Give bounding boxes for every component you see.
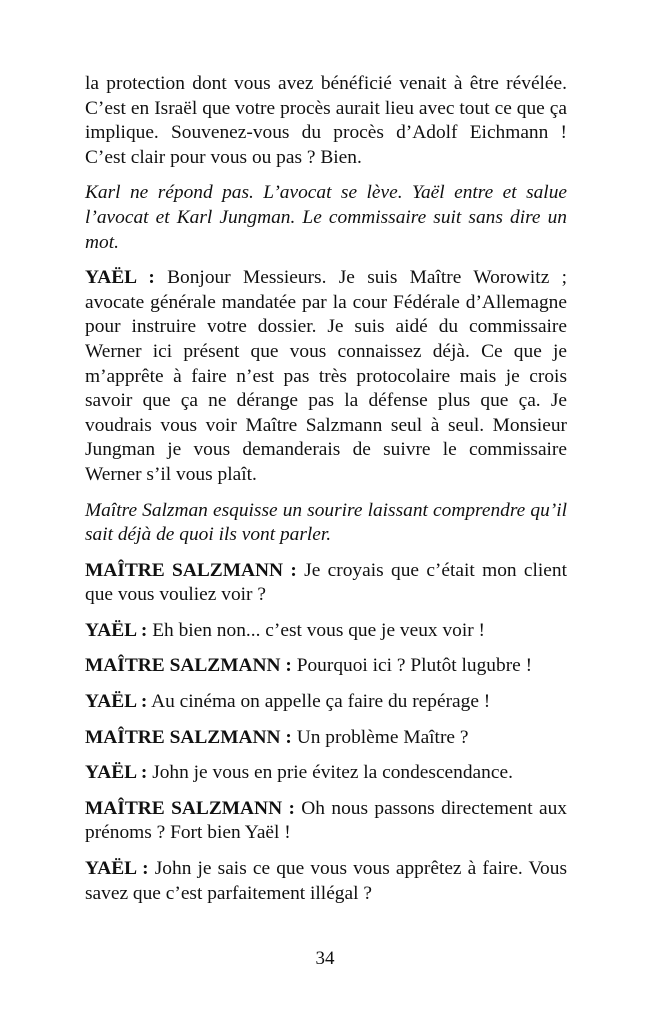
speaker-name: MAÎTRE SALZMANN : xyxy=(85,797,295,819)
dialogue-text: John je vous en prie évitez la condescendance. xyxy=(152,762,513,784)
dialogue-line xyxy=(85,761,567,786)
dialogue-text: Oh nous passons directement aux prénoms ? Fort bien Yaël ! xyxy=(85,797,567,844)
dialogue-text: Je croyais que c’était mon client que vous vouliez voir ? xyxy=(85,559,567,606)
dialogue-line xyxy=(85,797,567,846)
stage-direction-text: Karl ne répond pas. L’avocat se lève. Yaël entre et salue l’avocat et Karl Jungman. Le commissaire suit sans dire un mot. xyxy=(85,182,567,253)
page-body xyxy=(85,72,567,917)
dialogue-text: Bonjour Messieurs. Je suis Maître Worowitz ; avocate générale mandatée par la cour Fédérale d’Allemagne pour instruire votre dossier. Je suis aidé du commissaire Werner ici présent que vous connaissez déjà. Ce que je m’apprête à faire n’est pas très protocolaire mais je crois savoir que ça ne dérange pas la défense plus que ça. Je voudrais vous voir Maître Salzmann seul à seul. Monsieur Jungman je vous demanderais de suivre le commissaire Werner s’il vous plaît. xyxy=(85,267,567,485)
dialogue-line xyxy=(85,857,567,906)
dialogue-line xyxy=(85,559,567,608)
speaker-name: MAÎTRE SALZMANN : xyxy=(85,655,292,677)
speaker-name: YAËL : xyxy=(85,858,149,880)
paragraph-text: la protection dont vous avez bénéficié venait à être révélée. C’est en Israël que votre procès aurait lieu avec tout ce que ça implique. Souvenez-vous du procès d’Adolf Eichmann ! C’est clair pour vous ou pas ? Bien. xyxy=(85,73,567,168)
dialogue-text: Un problème Maître ? xyxy=(296,726,469,748)
dialogue-text: Pourquoi ici ? Plutôt lugubre ! xyxy=(296,655,533,677)
speaker-name: MAÎTRE SALZMANN : xyxy=(85,726,292,748)
dialogue-line xyxy=(85,619,567,644)
speaker-name: YAËL : xyxy=(85,762,148,784)
dialogue-text: John je sais ce que vous vous apprêtez à faire. Vous savez que c’est parfaitement illégal ? xyxy=(85,858,567,904)
speaker-name: YAËL : xyxy=(85,267,155,289)
speaker-name: YAËL : xyxy=(85,691,148,713)
dialogue-line xyxy=(85,654,567,679)
speaker-name: MAÎTRE SALZMANN : xyxy=(85,559,297,581)
page-number: 34 xyxy=(315,948,335,969)
stage-direction-text: Maître Salzman esquisse un sourire laissant comprendre qu’il sait déjà de quoi ils vont parler. xyxy=(85,499,567,546)
stage-direction xyxy=(85,181,567,255)
stage-direction xyxy=(85,499,567,548)
dialogue-line xyxy=(85,690,567,715)
dialogue-line xyxy=(85,726,567,751)
prose-paragraph xyxy=(85,72,567,170)
dialogue-line xyxy=(85,266,567,487)
dialogue-text: Au cinéma on appelle ça faire du repérage ! xyxy=(151,691,491,713)
speaker-name: YAËL : xyxy=(85,619,148,641)
dialogue-text: Eh bien non... c’est vous que je veux voir ! xyxy=(152,619,485,641)
